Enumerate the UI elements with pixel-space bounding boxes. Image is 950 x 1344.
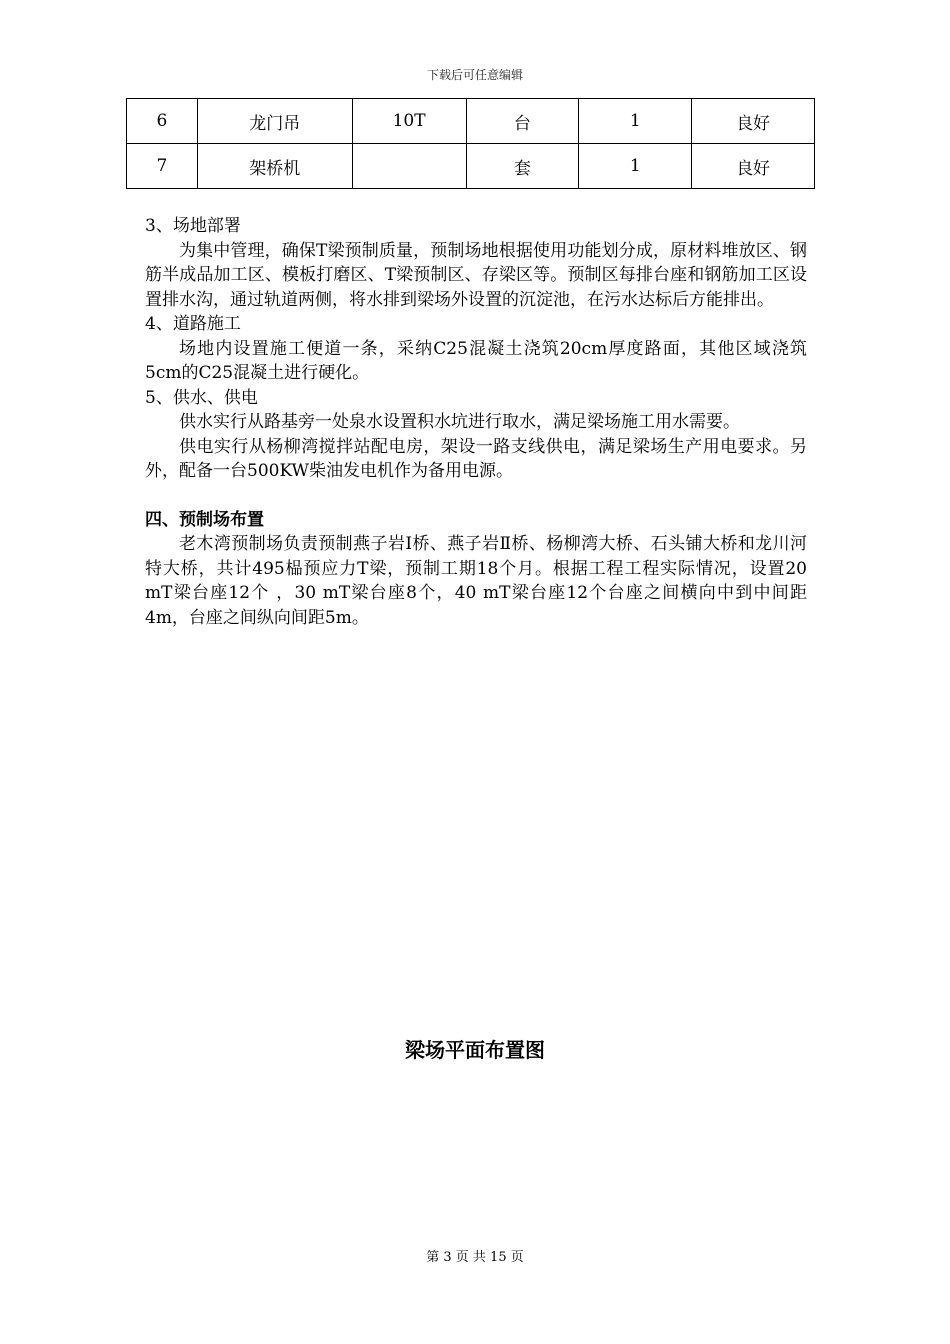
- table-cell: 良好: [692, 99, 815, 144]
- table-cell: 10T: [352, 99, 466, 144]
- section-heading: 3、场地部署: [145, 216, 241, 236]
- table-cell: 套: [466, 144, 579, 189]
- table-row: [127, 99, 815, 144]
- table-cell: 7: [127, 144, 198, 189]
- table-cell: 1: [579, 144, 692, 189]
- table-cell: 良好: [692, 144, 815, 189]
- paragraph: 供电实行从杨柳湾搅拌站配电房，架设一路支线供电，满足梁场生产用电要求。另外，配备一台500KW柴油发电机作为备用电源。: [145, 436, 807, 481]
- page-footer: 第 3 页 共 15 页: [426, 1250, 524, 1265]
- table-cell: 龙门吊: [197, 99, 352, 144]
- table-cell: [352, 144, 466, 189]
- paragraph: 场地内设置施工便道一条，采纳C25混凝土浇筑20cm厚度路面，其他区域浇筑5cm的C25混凝土进行硬化。: [145, 338, 807, 383]
- table-cell: 架桥机: [197, 144, 352, 189]
- figure-title: 梁场平面布置图: [405, 1038, 545, 1062]
- paragraph: 老木湾预制场负责预制燕子岩Ⅰ桥、燕子岩Ⅱ桥、杨柳湾大桥、石头铺大桥和龙川河特大桥，共计495榀预应力T梁，预制工期18个月。根据工程工程实际情况，设置20 mT梁台座12个 ，30 mT梁台座8个，40 mT梁台座12个台座之间横向中到中间距4m，台座之间纵向间距5m。: [145, 534, 807, 628]
- document-body: [145, 214, 807, 630]
- paragraph: 为集中管理，确保T梁预制质量，预制场地根据使用功能划分成，原材料堆放区、钢筋半成品加工区、模板打磨区、T梁预制区、存梁区等。预制区每排台座和钢筋加工区设置排水沟，通过轨道两侧，将水排到梁场外设置的沉淀池，在污水达标后方能排出。: [145, 240, 807, 310]
- section-heading: 4、道路施工: [145, 314, 241, 334]
- table-cell: 1: [579, 99, 692, 144]
- table-cell: 6: [127, 99, 198, 144]
- table-cell: 台: [466, 99, 579, 144]
- table-row: [127, 144, 815, 189]
- paragraph: 供水实行从路基旁一处泉水设置积水坑进行取水，满足梁场施工用水需要。: [179, 412, 740, 432]
- chapter-heading: 四、预制场布置: [145, 509, 264, 530]
- section-heading: 5、供水、供电: [145, 387, 258, 408]
- page-header: 下载后可任意编辑: [426, 68, 523, 82]
- equipment-table: [126, 98, 815, 189]
